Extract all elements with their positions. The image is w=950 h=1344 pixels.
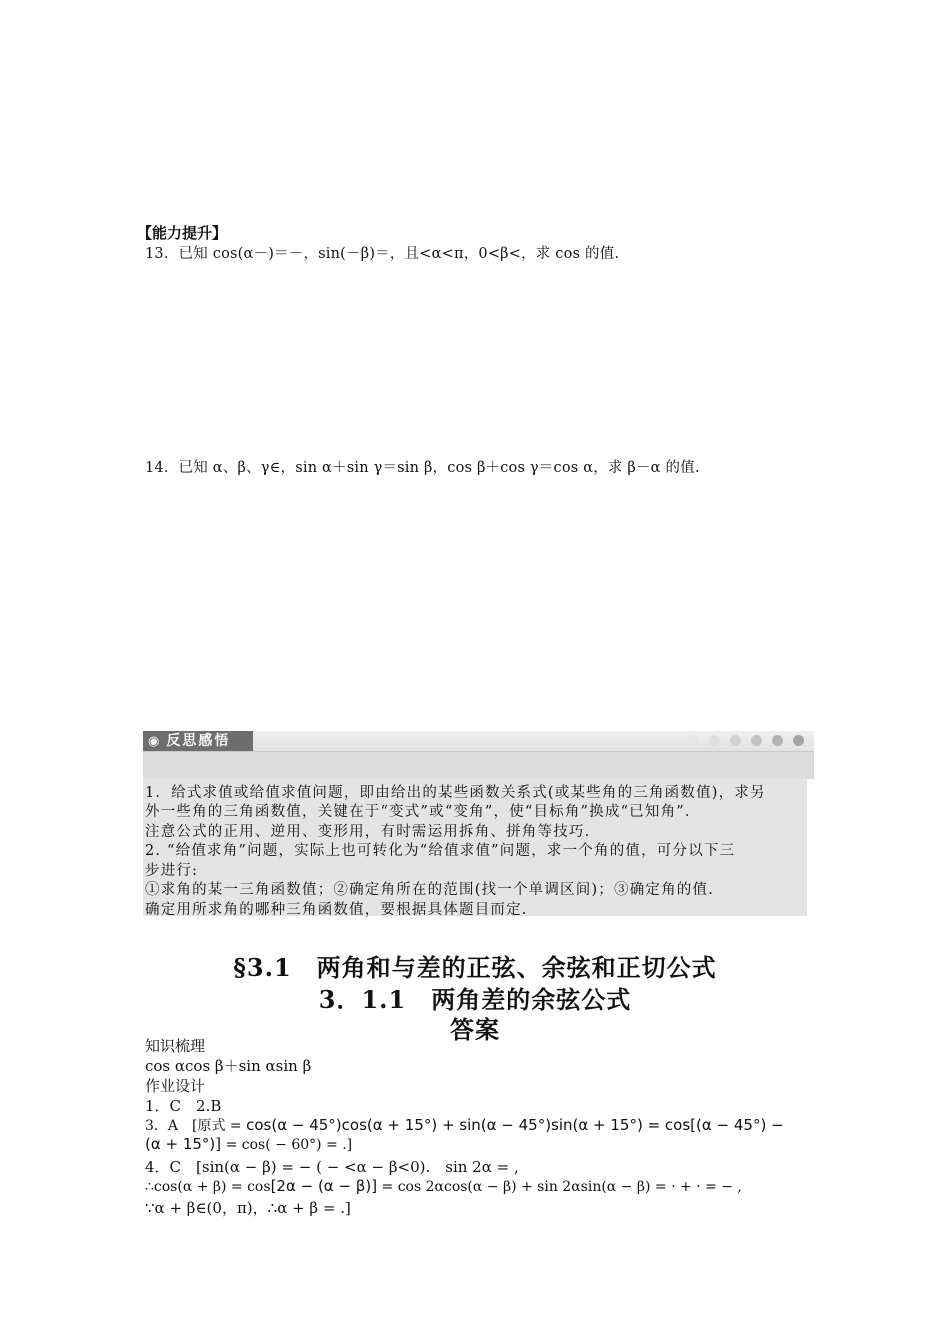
answer-line-5-a: ∴cos(α + β) = cos [145, 1179, 271, 1195]
reflection-line: 注意公式的正用、逆用、变形用，有时需运用拆角、拼角等技巧. [145, 824, 591, 840]
reflection-line: 步进行: [145, 863, 199, 879]
knowledge-formula: cos αcos β＋sin αsin β [145, 1057, 312, 1075]
reflection-tab [143, 731, 253, 751]
reflection-line: 2. “给值求角”问题，实际上也可转化为“给值求值”问题，求一个角的值，可分以下三 [145, 843, 736, 859]
dot-icon [709, 735, 720, 746]
reflection-tab-label: 反思感悟 [166, 733, 231, 749]
section-heading-ability: 【能力提升】 [137, 224, 228, 242]
answer-line-2-prefix: 3．A [原式 = [145, 1118, 247, 1134]
reflection-line: ①求角的某一三角函数值；②确定角所在的范围(找一个单调区间)；③确定角的值. [145, 882, 715, 898]
answer-line-3-rest: = cos( − 60°) = .] [221, 1137, 353, 1153]
question-14: 14．已知 α、β、γ∈，sin α＋sin γ＝sin β，cos β＋cos γ＝cos α，求 β－α 的值. [145, 460, 700, 476]
dot-icon [688, 735, 699, 746]
sub-title: 3．1.1 两角差的余弦公式 [318, 985, 632, 1014]
answer-line-4: 4．C [sin(α − β) = − ( − <α − β<0). sin 2α = , [145, 1158, 519, 1176]
main-title: §3.1 两角和与差的正弦、余弦和正切公式 [233, 953, 717, 982]
reflection-line: 1．给式求值或给值求值问题，即由给出的某些函数关系式(或某些角的三角函数值)，求另 [145, 785, 766, 801]
answer-line-5 [145, 1177, 742, 1195]
answer-line-5-c: = cos 2αcos(α − β) + sin 2αsin(α − β) = · + · = − , [377, 1179, 742, 1195]
answer-line-2 [145, 1115, 784, 1135]
answer-line-3 [145, 1135, 352, 1153]
answer-line-1: 1．C 2.B [145, 1097, 222, 1115]
answers-title: 答案 [450, 1015, 500, 1044]
dot-icon [730, 735, 741, 746]
reflection-line: 外一些角的三角函数值，关键在于“变式”或“变角”，使“目标角”换成“已知角”． [145, 804, 701, 820]
reflection-banner [143, 731, 814, 779]
knowledge-heading: 知识梳理 [145, 1037, 206, 1055]
question-13: 13．已知 cos(α－)＝－，sin(－β)＝，且<α<π，0<β<，求 cos 的值. [145, 246, 620, 262]
reflection-line: 确定用所求角的哪种三角函数值，要根据具体题目而定. [145, 902, 528, 918]
banner-dots [688, 735, 804, 746]
answer-line-6: ∵α + β∈(0，π)，∴α + β = .] [145, 1199, 351, 1217]
answer-line-2-formula: cos(α − 45°)cos(α + 15°) + sin(α − 45°)sin(α + 15°) = cos[(α − 45°) − [246, 1116, 784, 1134]
answer-line-5-b: [2α − (α − β)] [270, 1177, 378, 1195]
answer-line-3-formula: (α + 15°)] [145, 1135, 222, 1153]
dot-icon [772, 735, 783, 746]
dot-icon [751, 735, 762, 746]
homework-heading: 作业设计 [145, 1077, 206, 1095]
dot-icon [793, 735, 804, 746]
reflection-content [143, 779, 807, 916]
radio-bullet-icon: ◉ [148, 734, 162, 749]
